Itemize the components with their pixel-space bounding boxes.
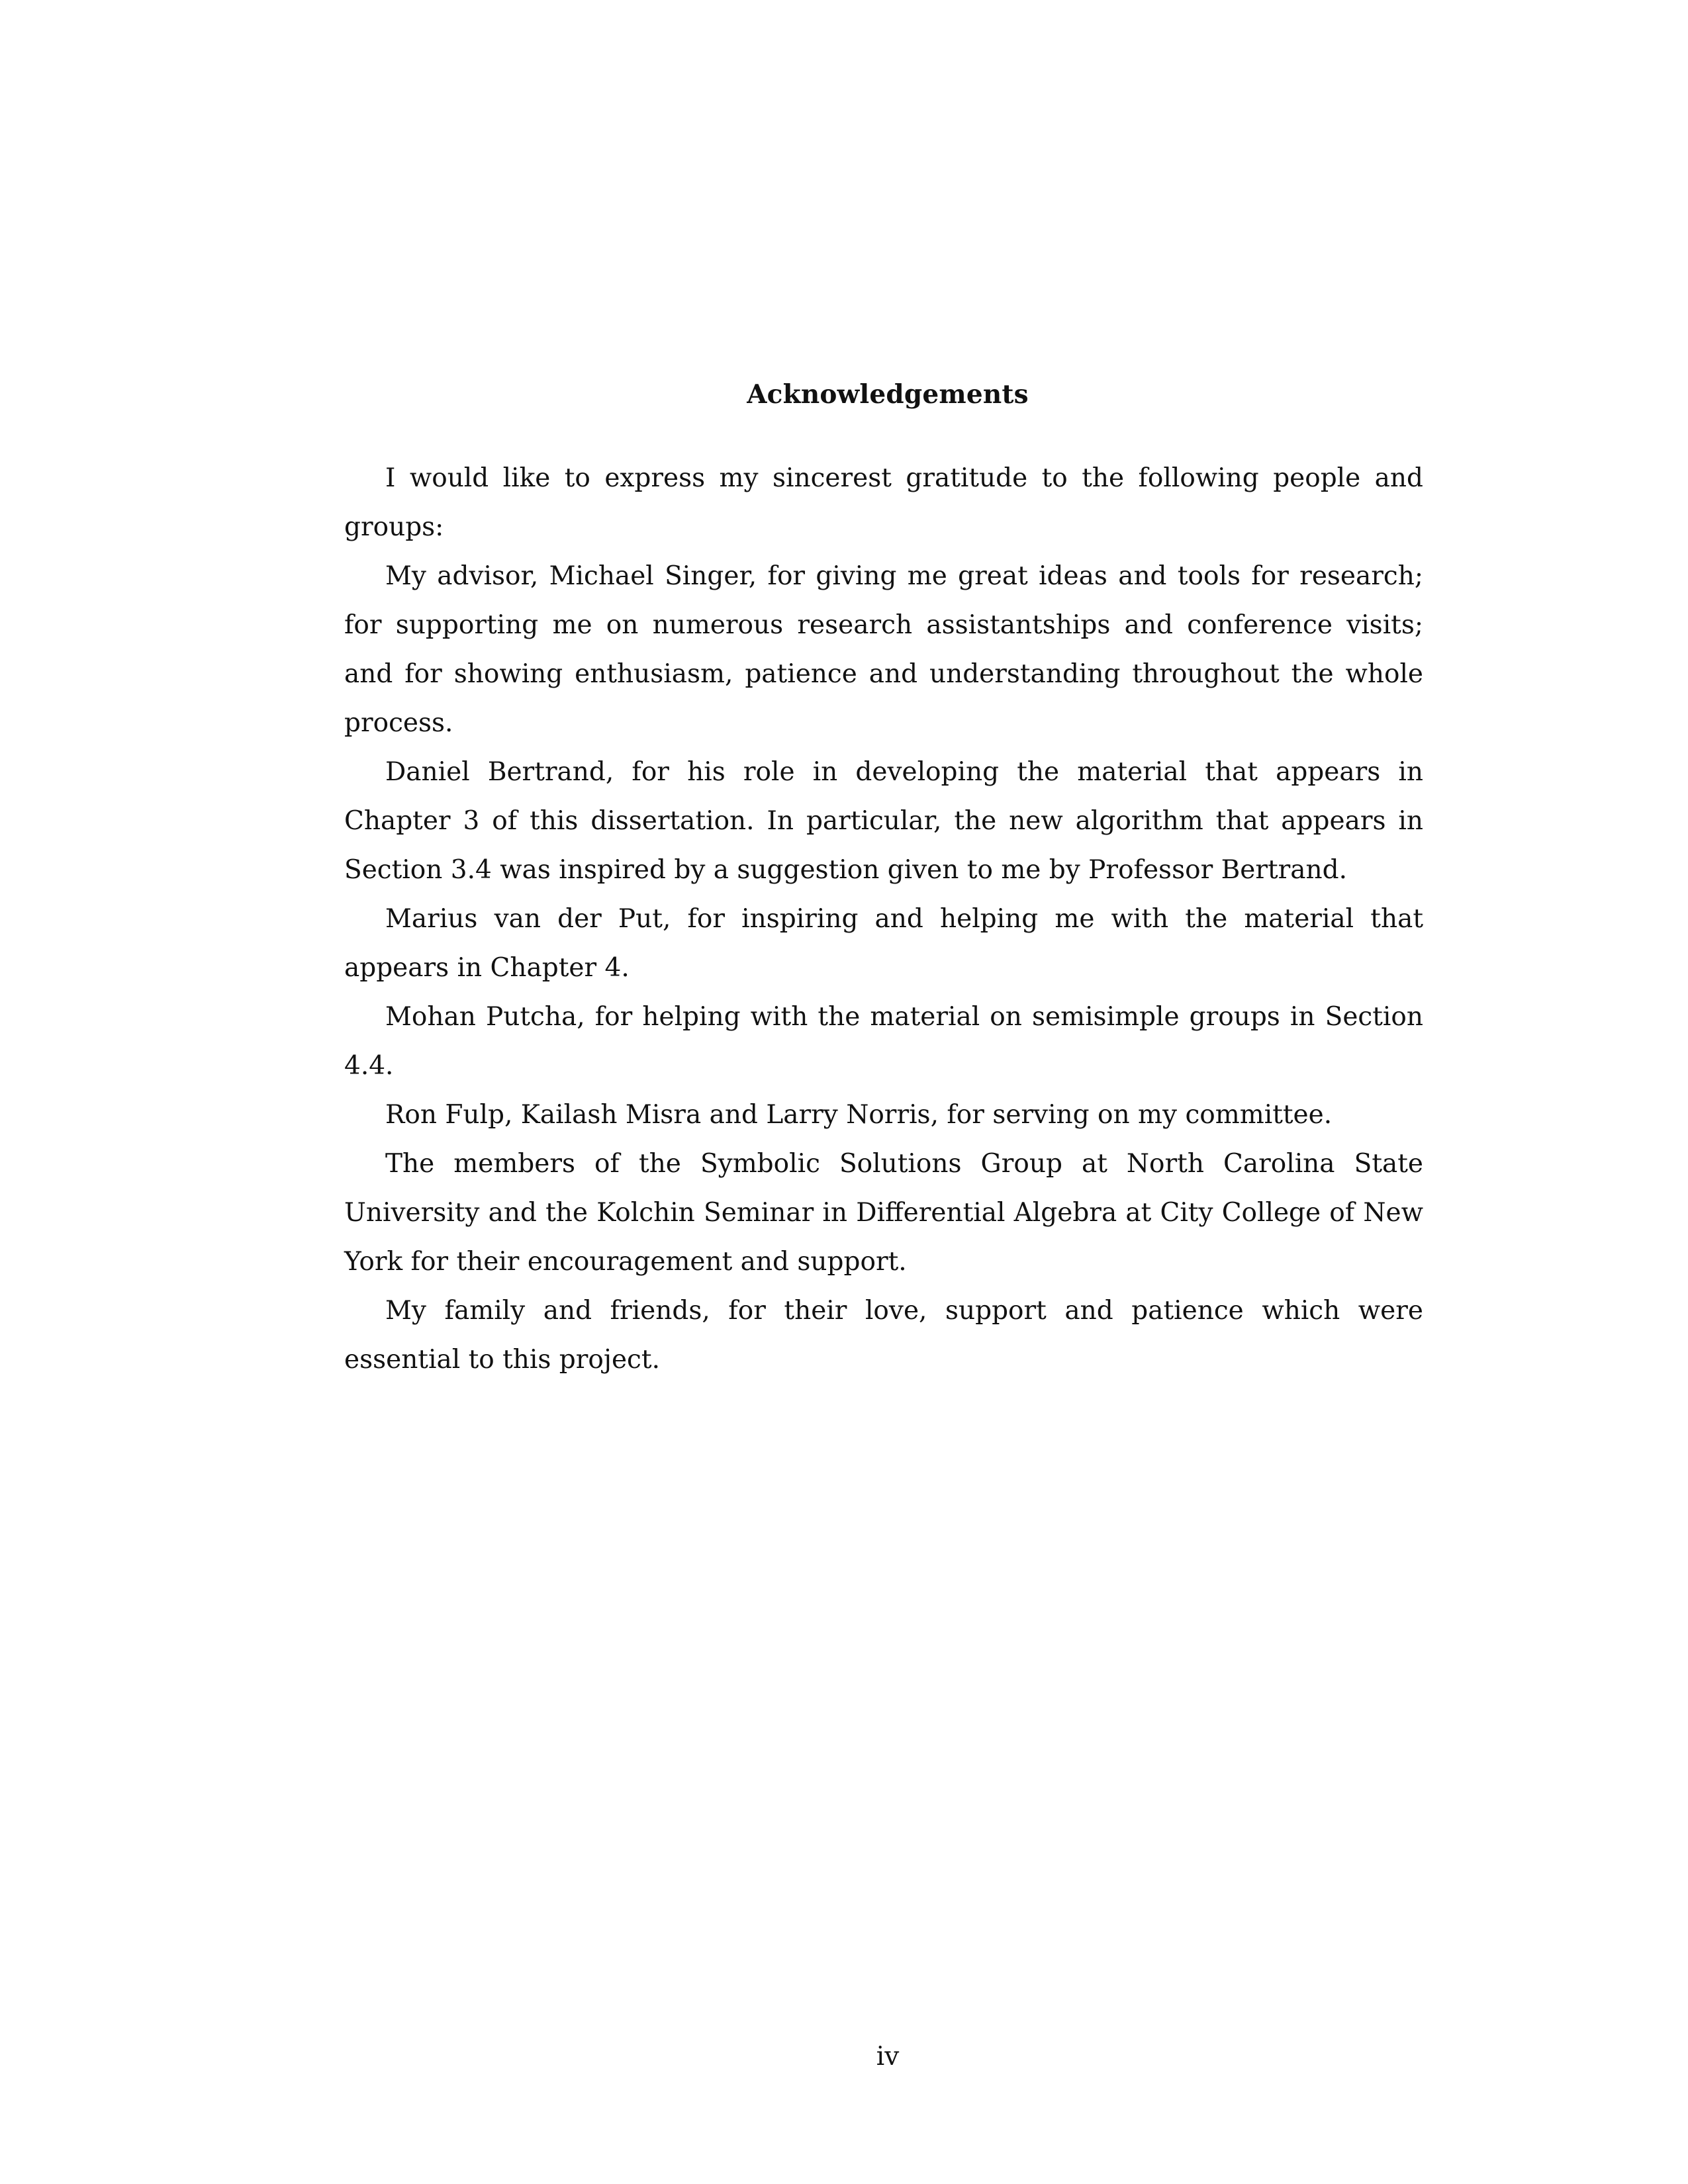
paragraph-putcha: Mohan Putcha, for helping with the material on semisimple groups in Section 4.4. <box>344 1002 1423 1081</box>
paragraph-family: My family and friends, for their love, support and patience which were essential to this project. <box>344 1296 1423 1375</box>
page-number: iv <box>876 2042 900 2071</box>
acknowledgements-body <box>344 454 1423 1385</box>
paragraph-advisor: My advisor, Michael Singer, for giving me great ideas and tools for research; for supporting me on numerous research assistantships and conference visits; and for showing enthusiasm, patience and understanding throughout the whole process. <box>344 561 1423 738</box>
paragraph-bertrand: Daniel Bertrand, for his role in developing the material that appears in Chapter 3 of this dissertation. In particular, the new algorithm that appears in Section 3.4 was inspired by a suggestion given to me by Professor Bertrand. <box>344 757 1423 885</box>
paragraph-van-der-put: Marius van der Put, for inspiring and helping me with the material that appears in Chapter 4. <box>344 904 1423 983</box>
paragraph-groups: The members of the Symbolic Solutions Group at North Carolina State University and the Kolchin Seminar in Differential Algebra at City College of New York for their encouragement and support. <box>344 1149 1423 1277</box>
paragraph-committee: Ron Fulp, Kailash Misra and Larry Norris, for serving on my committee. <box>385 1100 1333 1130</box>
paragraph-intro: I would like to express my sincerest gratitude to the following people and groups: <box>344 463 1423 542</box>
page-title: Acknowledgements <box>747 379 1029 410</box>
